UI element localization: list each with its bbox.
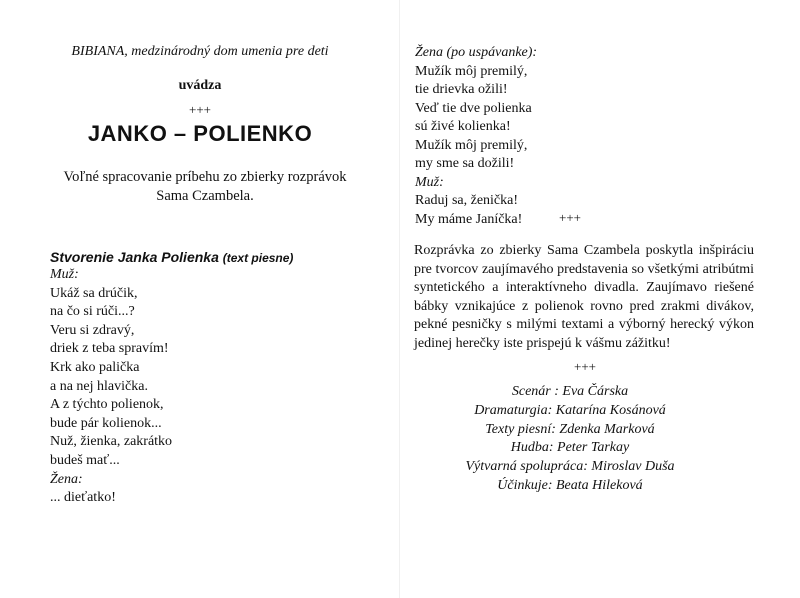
subtitle — [40, 168, 370, 206]
song-lyrics-continued — [415, 44, 537, 229]
lyric-line: bude pár kolienok... — [50, 415, 162, 431]
credit-line: Účinkuje: Beata Hileková — [497, 477, 643, 493]
lyric-line: sú živé kolienka! — [415, 119, 511, 134]
lyric-line: a na nej hlavička. — [50, 378, 148, 394]
lyric-line: Veru si zdravý, — [50, 322, 135, 338]
separator: +++ — [189, 102, 211, 117]
credit-line: Scenár : Eva Čárska — [511, 384, 629, 399]
lyric-line: Mužík môj premilý, — [415, 137, 528, 153]
right-page — [400, 0, 800, 598]
separator: +++ — [559, 210, 581, 225]
lyric-line: budeš mať... — [50, 452, 120, 468]
credit-line: Výtvarná spolupráca: Miroslav Duša — [465, 459, 675, 475]
presents-label: uvádza — [178, 78, 222, 93]
lyric-line: na čo si rúči...? — [50, 304, 135, 320]
credit-line: Hudba: Peter Tarkay — [510, 440, 630, 456]
description-paragraph: Rozprávka zo zbierky Sama Czambela poskytla inšpiráciu pre tvorcov zaujímavého predstavenia so všetkými atribútmi syntetického a interaktívneho divadla. Zaujímavo riešené bábky vznikajúce z polienok rovno pred zrakmi divákov, pekné pesničky s milými textami a výborný herecký výkon jedinej herečky iste prispejú k vášmu zážitku! — [414, 243, 754, 351]
lyric-line: driek z teba spravím! — [50, 341, 169, 357]
lyric-line: A z týchto polienok, — [50, 397, 164, 413]
lyric-line: Muž: — [415, 174, 444, 190]
subtitle-line: Sama Czambela. — [156, 188, 254, 204]
presenter-line: BIBIANA, medzinárodný dom umenia pre deti — [71, 44, 329, 59]
credit-line: Dramaturgia: Katarína Kosánová — [474, 402, 666, 418]
separator: +++ — [574, 359, 596, 374]
lyric-line: Ukáž sa drúčik, — [50, 285, 138, 301]
lyric-line: My máme Janíčka! — [415, 211, 523, 227]
song-note: (text piesne) — [222, 251, 294, 265]
song-title: Stvorenie Janka Polienka — [50, 249, 219, 265]
lyric-line: Žena: — [50, 471, 83, 487]
lyric-line: Muž: — [50, 267, 79, 282]
lyric-line: my sme sa dožili! — [415, 156, 515, 171]
lyric-line: Nuž, žienka, zakrátko — [50, 434, 173, 450]
lyric-line: tie drievka ožili! — [415, 82, 508, 97]
lyric-line: Žena (po uspávanke): — [415, 45, 538, 60]
credits-list — [400, 383, 740, 496]
subtitle-line: Voľné spracovanie príbehu zo zbierky rozprávok — [63, 169, 347, 185]
lyric-line: ... dieťatko! — [50, 490, 116, 506]
lyric-line: Veď tie dve polienka — [415, 100, 532, 116]
lyric-line: Krk ako palička — [50, 359, 140, 375]
credit-line: Texty piesní: Zdenka Marková — [485, 421, 655, 437]
song-heading — [50, 249, 293, 265]
play-title: JANKO – POLIENKO — [87, 121, 313, 146]
lyric-line: Raduj sa, ženička! — [415, 193, 519, 208]
lyric-line: Mužík môj premilý, — [415, 63, 528, 79]
song-lyrics — [50, 266, 172, 508]
